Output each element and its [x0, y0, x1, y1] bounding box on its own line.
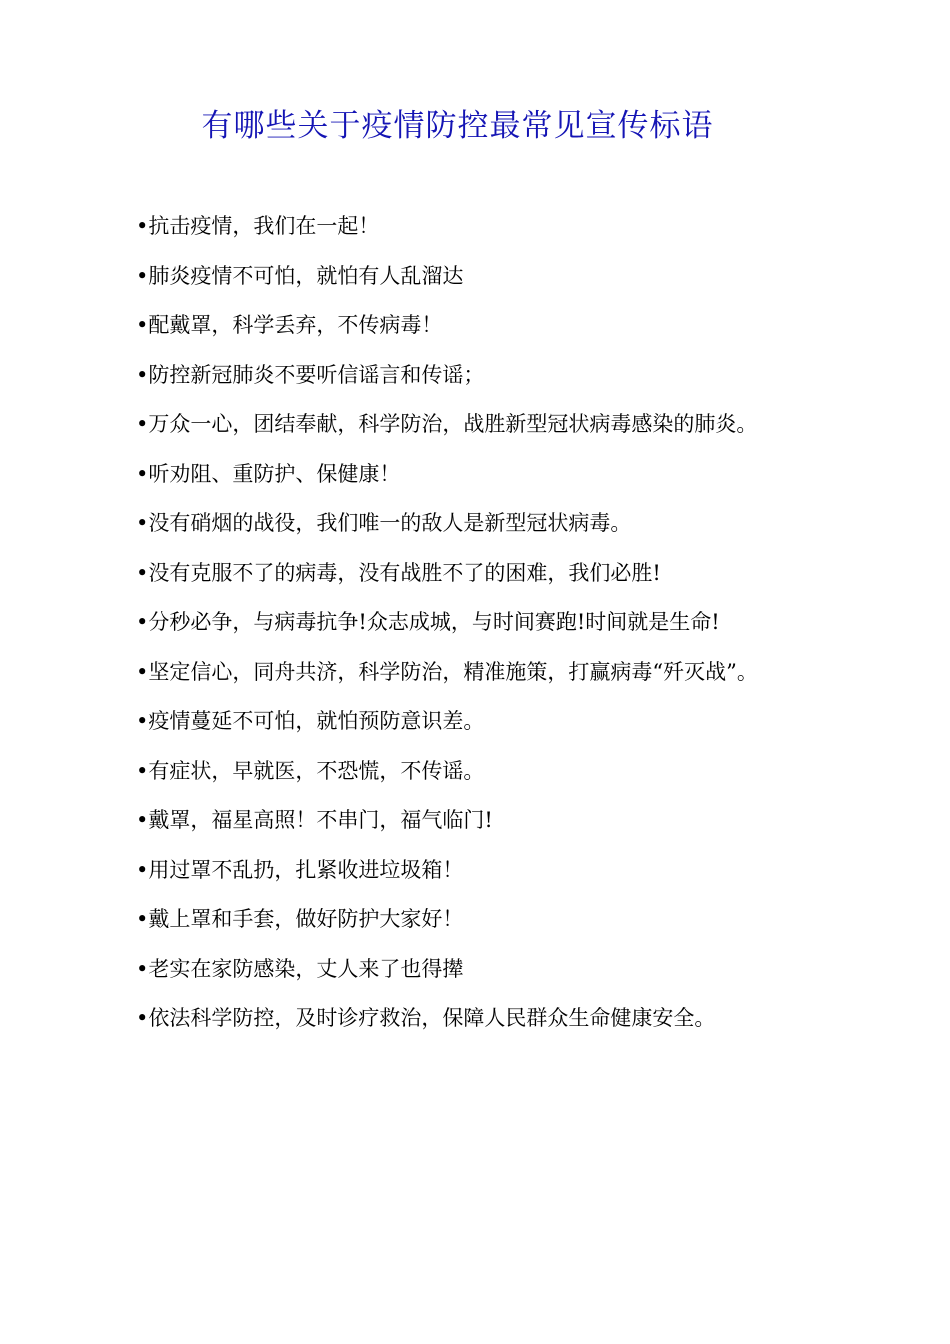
slogan-item: •依法科学防控，及时诊疗救治，保障人民群众生命健康安全。 [136, 1006, 716, 1030]
slogan-item: •没有克服不了的病毒，没有战胜不了的困难，我们必胜! [136, 560, 661, 585]
slogan-list [136, 202, 828, 1044]
slogan-item: •有症状，早就医，不恐慌，不传谣。 [136, 758, 485, 783]
slogan-item: •分秒必争，与病毒抗争!众志成城，与时间赛跑!时间就是生命! [136, 610, 720, 634]
slogan-item: •防控新冠肺炎不要听信谣言和传谣； [136, 362, 485, 387]
slogan-item: •听劝阻、重防护、保健康！ [136, 461, 401, 486]
slogan-item: •没有硝烟的战役，我们唯一的敌人是新型冠状病毒。 [136, 511, 632, 535]
slogan-item: •老实在家防感染，丈人来了也得撵 [136, 956, 464, 981]
slogan-item: •肺炎疫情不可怕，就怕有人乱溜达 [136, 263, 464, 288]
slogan-item: •万众一心，团结奉献，科学防治，战胜新型冠状病毒感染的肺炎。 [136, 412, 758, 436]
slogan-item: •戴罩，福星高照！不串门，福气临门! [136, 808, 493, 832]
document-title: 有哪些关于疫情防控最常见宣传标语 [201, 108, 714, 144]
slogan-item: •抗击疫情，我们在一起！ [136, 214, 380, 238]
slogan-item: •用过罩不乱扔，扎紧收进垃圾箱！ [136, 857, 464, 882]
slogan-item: •疫情蔓延不可怕，就怕预防意识差。 [136, 709, 485, 733]
slogan-item: •戴上罩和手套，做好防护大家好！ [136, 907, 464, 931]
slogan-item: •配戴罩，科学丢弃，不传病毒！ [136, 313, 443, 337]
slogan-item: •坚定信心，同舟共济，科学防治，精准施策，打赢病毒“歼灭战”。 [136, 659, 758, 684]
